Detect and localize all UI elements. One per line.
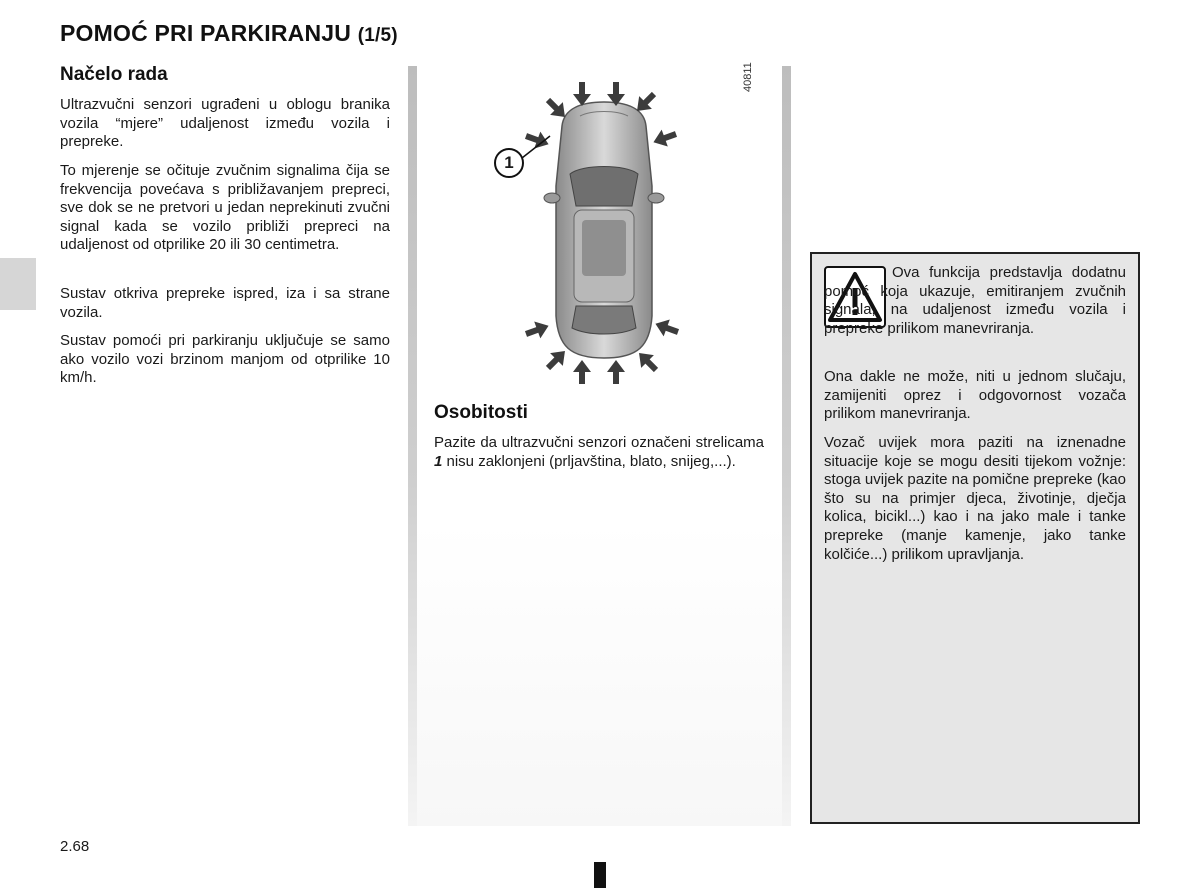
warning-paragraph-2: Ona dakle ne može, niti u jednom slučaju, zamijeniti oprez i odgovornost vozača prilikom manevriranja.: [824, 368, 1126, 423]
warning-paragraph-3: Vozač uvijek mora paziti na iznenadne situacije koje se mogu desiti tijekom vožnje: stoga uvijek pazite na pomične prepreke (kao što su na primjer djeca, životinje, dječja kolica, bicikl...) kao i na jako male i tanke prepreke (manje kamenje, jako tanke kolčiće...) prilikom upravljanja.: [824, 434, 1126, 563]
page-title-part: (1/5): [357, 25, 398, 46]
principle-paragraph-3: Sustav otkriva prepreke ispred, iza i sa strane vozila.: [60, 285, 390, 321]
chapter-tab: [0, 258, 36, 310]
figure-code: 40811: [742, 62, 754, 92]
specifics-text-callout: 1: [434, 452, 443, 470]
specifics-text-after: nisu zaklonjeni (prljavština, blato, snijeg,...).: [442, 452, 736, 470]
principle-heading: Načelo rada: [60, 64, 168, 85]
car-top-view-illustration: [470, 66, 770, 396]
page-title-text: POMOĆ PRI PARKIRANJU: [60, 20, 352, 46]
warning-paragraph-1: Ova funkcija predstavlja dodatnu pomoć koja ukazuje, emitiranjem zvučnih signala, na udaljenost između vozila i prepreke prilikom manevriranja.: [824, 264, 1126, 337]
principle-paragraph-4: Sustav pomoći pri parkiranju uključuje se samo ako vozilo vozi brzinom manjom od otprilike 10 km/h.: [60, 332, 390, 387]
right-column-divider: [782, 66, 791, 826]
page-number: 2.68: [60, 838, 90, 855]
specifics-text-before: Pazite da ultrazvučni senzori označeni strelicama: [434, 434, 764, 451]
page-title: [60, 20, 398, 47]
principle-paragraph-2: To mjerenje se očituje zvučnim signalima čija se frekvencija povećava s približavanjem prepreci, sve dok se ne pretvori u jedan neprekinuti zvučni signal kada se vozilo približi prepreci na udaljenost od otprilike 20 ili 30 centimetra.: [60, 162, 390, 254]
car-icon: [544, 102, 664, 358]
specifics-heading: Osobitosti: [434, 402, 528, 423]
page-marker: [594, 862, 606, 888]
specifics-paragraph: [434, 434, 764, 471]
principle-paragraph-1: Ultrazvučni senzori ugrađeni u oblogu branika vozila “mjere” udaljenost između vozila i prepreke.: [60, 96, 390, 151]
warning-box: [810, 252, 1140, 824]
left-column-divider: [408, 66, 417, 826]
callout-1: 1: [494, 148, 524, 178]
parking-sensor-figure: [470, 66, 770, 396]
